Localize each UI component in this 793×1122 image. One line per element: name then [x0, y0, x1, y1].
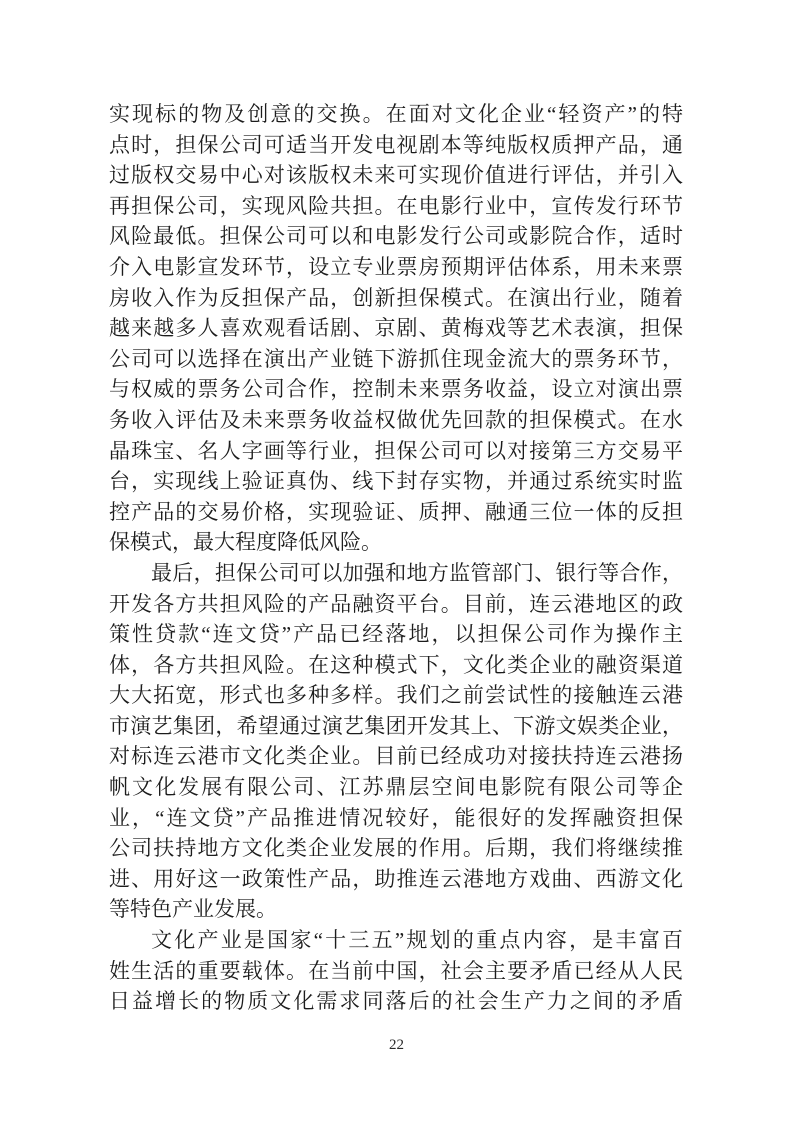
text-line: 公司可以选择在演出产业链下游抓住现金流大的票务环节， — [109, 346, 683, 371]
text-line: 最后，担保公司可以加强和地方监管部门、银行等合作， — [151, 560, 683, 585]
text-line: 房收入作为反担保产品，创新担保模式。在演出行业，随着 — [109, 285, 683, 310]
text-line: 过版权交易中心对该版权未来可实现价值进行评估，并引入 — [109, 163, 683, 188]
text-line: 等特色产业发展。 — [109, 897, 277, 922]
text-line: 风险最低。担保公司可以和电影发行公司或影院合作，适时 — [109, 224, 683, 249]
text-line: 开发各方共担风险的产品融资平台。目前，连云港地区的政 — [109, 591, 683, 616]
text-line: 再担保公司，实现风险共担。在电影行业中，宣传发行环节 — [109, 193, 683, 218]
text-line: 姓生活的重要载体。在当前中国，社会主要矛盾已经从人民 — [109, 958, 683, 983]
text-line: 市演艺集团，希望通过演艺集团开发其上、下游文娱类企业， — [109, 713, 683, 738]
text-line: 保模式，最大程度降低风险。 — [109, 530, 382, 555]
text-line: 文化产业是国家“十三五”规划的重点内容，是丰富百 — [151, 928, 683, 953]
text-line: 实现标的物及创意的交换。在面对文化企业“轻资产”的特 — [109, 102, 683, 126]
text-line: 体，各方共担风险。在这种模式下，文化类企业的融资渠道 — [109, 652, 683, 677]
text-line: 与权威的票务公司合作，控制未来票务收益，设立对演出票 — [109, 377, 683, 402]
text-line: 台，实现线上验证真伪、线下封存实物，并通过系统实时监 — [109, 469, 683, 494]
text-line: 日益增长的物质文化需求同落后的社会生产力之间的矛盾 — [109, 989, 683, 1014]
text-line: 公司扶持地方文化类企业发展的作用。后期，我们将继续推 — [109, 836, 683, 861]
text-line: 越来越多人喜欢观看话剧、京剧、黄梅戏等艺术表演，担保 — [109, 316, 683, 341]
text-line: 务收入评估及未来票务收益权做优先回款的担保模式。在水 — [109, 407, 683, 432]
text-line: 帆文化发展有限公司、江苏鼎层空间电影院有限公司等企 — [109, 775, 683, 800]
text-line: 控产品的交易价格，实现验证、质押、融通三位一体的反担 — [109, 499, 683, 524]
text-line: 点时，担保公司可适当开发电视剧本等纯版权质押产品，通 — [109, 132, 683, 157]
text-line: 进、用好这一政策性产品，助推连云港地方戏曲、西游文化 — [109, 866, 683, 891]
text-line: 对标连云港市文化类企业。目前已经成功对接扶持连云港扬 — [109, 744, 683, 769]
text-line: 策性贷款“连文贷”产品已经落地，以担保公司作为操作主 — [109, 622, 683, 647]
text-line: 晶珠宝、名人字画等行业，担保公司可以对接第三方交易平 — [109, 438, 683, 463]
document-body — [109, 99, 683, 1017]
page-number: 22 — [389, 1037, 404, 1053]
text-line: 大大拓宽，形式也多种多样。我们之前尝试性的接触连云港 — [109, 683, 683, 708]
text-line: 业，“连文贷”产品推进情况较好，能很好的发挥融资担保 — [109, 805, 683, 830]
text-line: 介入电影宣发环节，设立专业票房预期评估体系，用未来票 — [109, 254, 683, 279]
